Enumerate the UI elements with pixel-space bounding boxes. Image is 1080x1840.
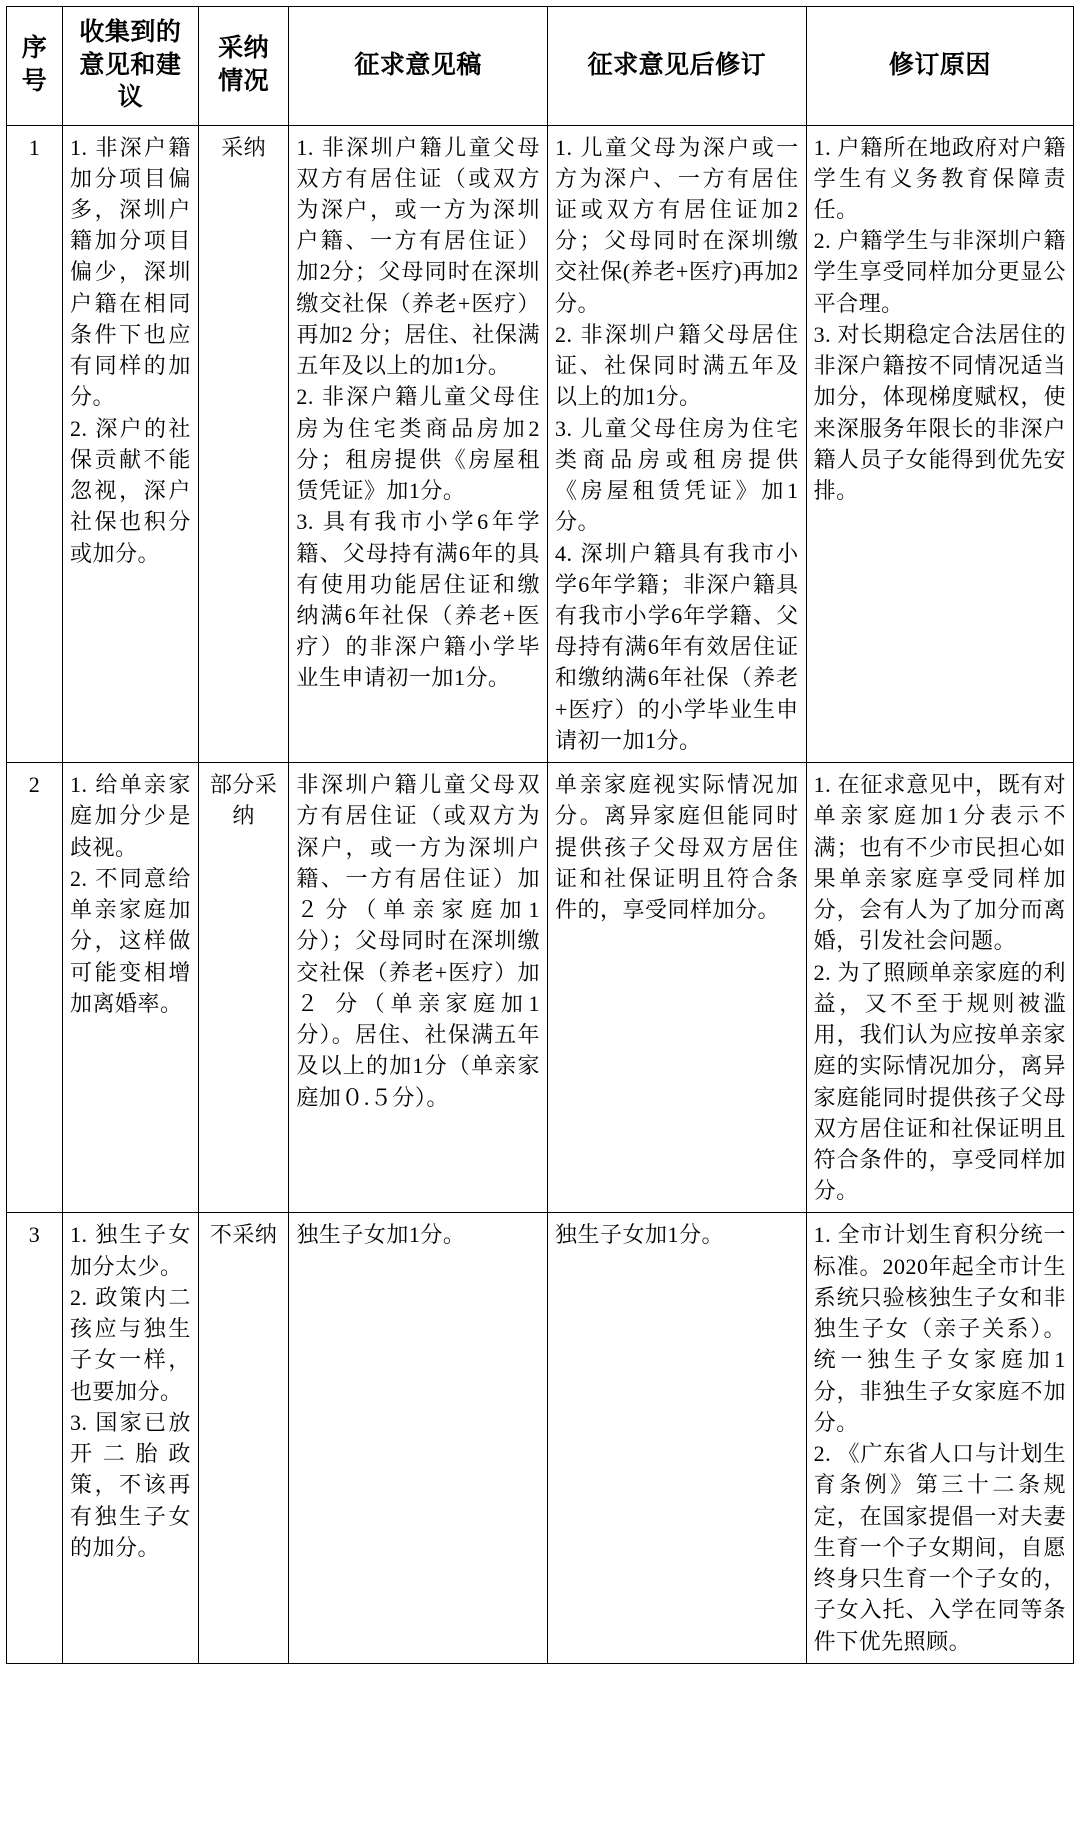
reason-paragraph: 1. 在征求意见中，既有对单亲家庭加1分表示不满；也有不少市民担心如果单亲家庭享受同样加分，会有人为了加分而离婚，引发社会问题。 [813, 772, 1066, 954]
row-number: 1 [7, 125, 63, 763]
row-adoption-status: 不采纳 [198, 1213, 289, 1663]
opinion-paragraph: 1. 非深户籍加分项目偏多，深圳户籍加分项目偏少，深圳户籍在相同条件下也应有同样的加分。 [70, 134, 191, 410]
revised-paragraph: 2. 非深圳户籍父母居住证、社保同时满五年及以上的加1分。 [555, 321, 799, 410]
table-row [7, 125, 1074, 763]
draft-paragraph: 独生子女加1分。 [296, 1222, 466, 1248]
column-header-adoption-line1: 采纳 [218, 35, 270, 63]
reason-paragraph: 2. 《广东省人口与计划生育条例》第三十二条规定，在国家提倡一对夫妻生育一个子女期间，自愿终身只生育一个子女的，子女入托、入学在同等条件下优先照顾。 [813, 1441, 1066, 1654]
row-revised-text [548, 763, 807, 1213]
row-adoption-status: 部分采纳 [198, 763, 289, 1213]
table-body [7, 125, 1074, 1663]
row-draft-text [289, 1213, 548, 1663]
column-header-adoption [198, 7, 289, 126]
row-revised-text [548, 1213, 807, 1663]
revised-paragraph: 4. 深圳户籍具有我市小学6年学籍；非深户籍具有我市小学6年学籍、父母持有满6年有效居住证和缴纳满6年社保（养老+医疗）的小学毕业生申请初一加1分。 [555, 540, 799, 753]
column-header-no: 序号 [7, 7, 63, 126]
opinion-paragraph: 2. 政策内二孩应与独生子女一样，也要加分。 [70, 1284, 191, 1404]
draft-paragraph: 3. 具有我市小学6年学籍、父母持有满6年的具有使用功能居住证和缴纳满6年社保（养老+医疗）的非深户籍小学毕业生申请初一加1分。 [296, 509, 541, 691]
column-header-reason: 修订原因 [806, 7, 1073, 126]
row-reason-text [806, 1213, 1073, 1663]
row-number: 2 [7, 763, 63, 1213]
row-opinion [63, 763, 199, 1213]
table-row [7, 763, 1074, 1213]
column-header-adoption-line2: 情况 [218, 67, 270, 95]
reason-paragraph: 2. 户籍学生与非深圳户籍学生享受同样加分更显公平合理。 [813, 228, 1066, 316]
opinion-paragraph: 1. 独生子女加分太少。 [70, 1222, 191, 1279]
revised-paragraph: 单亲家庭视实际情况加分。离异家庭但能同时提供孩子父母双方居住证和社保证明且符合条件的，享受同样加分。 [555, 772, 799, 923]
reason-paragraph: 2. 为了照顾单亲家庭的利益，又不至于规则被滥用，我们认为应按单亲家庭的实际情况加分，离异家庭能同时提供孩子父母双方居住证和社保证明且符合条件的，享受同样加分。 [813, 959, 1066, 1204]
table-header-row [7, 7, 1074, 126]
row-reason-text [806, 763, 1073, 1213]
draft-paragraph: 1. 非深圳户籍儿童父母双方有居住证（或双方为深户，或一方为深圳户籍、一方有居住证）加2分；父母同时在深圳缴交社保（养老+医疗）再加2 分；居住、社保满五年及以上的加1分。 [296, 134, 541, 379]
column-header-opinion [63, 7, 199, 126]
revised-paragraph: 3. 儿童父母住房为住宅类商品房或租房提供《房屋租赁凭证》加1分。 [555, 415, 799, 535]
row-revised-text [548, 125, 807, 763]
reason-paragraph: 1. 全市计划生育积分统一标准。2020年起全市计生系统只验核独生子女和非独生子女（亲子关系）。统一独生子女家庭加1分，非独生子女家庭不加分。 [813, 1222, 1066, 1435]
opinion-paragraph: 1. 给单亲家庭加分少是歧视。 [70, 772, 191, 860]
draft-paragraph: 2. 非深户籍儿童父母住房为住宅类商品房加2分；租房提供《房屋租赁凭证》加1分。 [296, 384, 541, 504]
revised-paragraph: 独生子女加1分。 [555, 1222, 725, 1248]
draft-paragraph: 非深圳户籍儿童父母双方有居住证（或双方为深户，或一方为深圳户籍、一方有居住证）加２分（单亲家庭加1分）；父母同时在深圳缴交社保（养老+医疗）加２ 分（单亲家庭加1分）。居住、社保满五年及以上的加1分（单亲家庭加０.５分）。 [296, 772, 541, 1110]
row-draft-text [289, 125, 548, 763]
row-reason-text [806, 125, 1073, 763]
row-opinion [63, 1213, 199, 1663]
reason-paragraph: 3. 对长期稳定合法居住的非深户籍按不同情况适当加分，体现梯度赋权，使来深服务年限长的非深户籍人员子女能得到优先安排。 [813, 321, 1066, 504]
row-opinion [63, 125, 199, 763]
column-header-opinion-line2: 意见和建议 [79, 51, 182, 111]
revised-paragraph: 1. 儿童父母为深户或一方为深户、一方有居住证或双方有居住证加2分；父母同时在深圳缴交社保(养老+医疗)再加2分。 [555, 134, 799, 316]
opinion-paragraph: 2. 深户的社保贡献不能忽视，深户社保也积分或加分。 [70, 415, 191, 566]
feedback-table [6, 6, 1074, 1664]
column-header-revised: 征求意见后修订 [548, 7, 807, 126]
row-draft-text [289, 763, 548, 1213]
column-header-draft: 征求意见稿 [289, 7, 548, 126]
row-number: 3 [7, 1213, 63, 1663]
table-row [7, 1213, 1074, 1663]
opinion-paragraph: 2. 不同意给单亲家庭加分，这样做可能变相增加离婚率。 [70, 865, 191, 1016]
column-header-opinion-line1: 收集到的 [79, 19, 182, 46]
row-adoption-status: 采纳 [198, 125, 289, 763]
opinion-paragraph: 3. 国家已放开二胎政策，不该再有独生子女的加分。 [70, 1409, 191, 1560]
table-header [7, 7, 1074, 126]
reason-paragraph: 1. 户籍所在地政府对户籍学生有义务教育保障责任。 [813, 134, 1066, 222]
